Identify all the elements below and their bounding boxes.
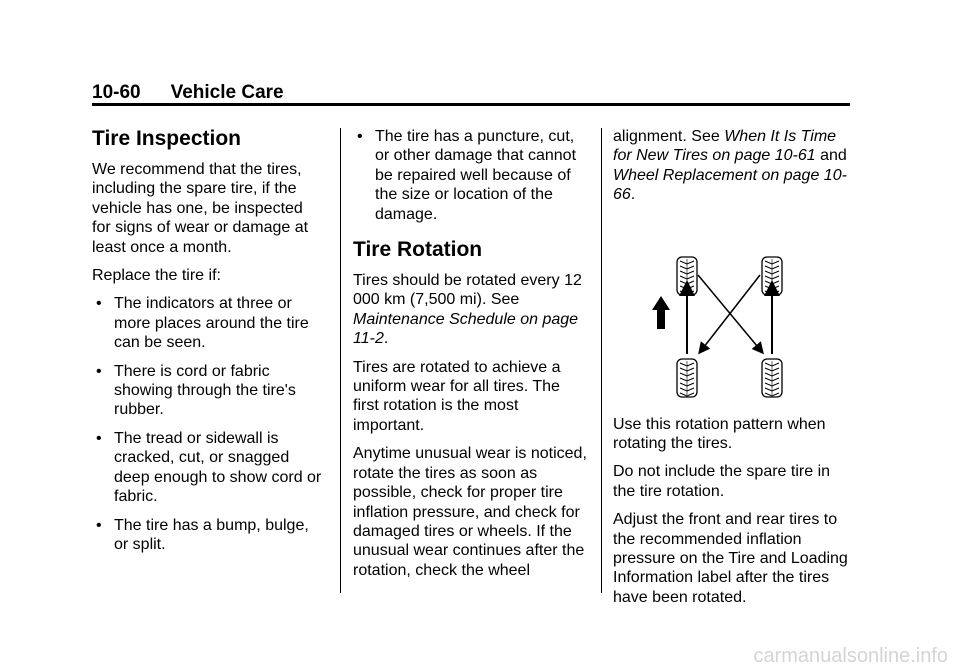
column-divider-1 [340,128,341,593]
page-header [92,82,850,104]
tire-rear-right [762,359,782,397]
page-number: 10-60 [92,82,141,103]
bullet-cord-fabric: • There is cord or fabric showing through the tire's rubber. [92,362,322,420]
rotation-unusual-wear: Anytime unusual wear is noticed, rotate the tires as soon as possible, check for proper tire inflation pressure, and check for damaged tires or wheels. If the unusual wear continues after the rotation, check the wheel [353,445,587,579]
heading-tire-inspection: Tire Inspection [92,127,241,150]
inflation-note: Adjust the front and rear tires to the recommended inflation pressure on the Tire and Loading Information label after the tires have been rotated. [613,511,848,606]
tire-rear-left [677,359,697,397]
tire-rotation-diagram [648,248,798,406]
bullet-tread-sidewall: • The tread or sidewall is cracked, cut, or snagged deep enough to show cord or fabric. [92,429,322,507]
rotation-pattern-note: Use this rotation pattern when rotating the tires. [613,415,826,453]
link-maintenance-schedule[interactable]: Maintenance Schedule on page 11-2 [353,310,579,348]
column-1 [92,127,322,563]
heading-tire-rotation: Tire Rotation [353,238,483,262]
arrow-front-right-to-rear-left [700,275,760,352]
rotation-purpose: Tires are rotated to achieve a uniform wear for all tires. The first rotation is the most important. [353,358,561,434]
section-title: Vehicle Care [170,82,284,103]
link-wheel-replacement[interactable]: Wheel Replacement on page 10-66 [613,166,847,204]
header-rule [92,103,850,106]
alignment-note: alignment. See When It Is Time for New Tires on page 10-61 and Wheel Replacement on page 10-66. [613,128,847,204]
spare-tire-note: Do not include the spare tire in the tire rotation. [613,463,831,500]
forward-direction-icon [652,296,670,329]
replace-lead: Replace the tire if: [92,267,221,285]
bullet-bump-bulge: • The tire has a bump, bulge, or split. [92,516,322,555]
column-divider-2 [601,128,602,593]
bullet-indicators: • The indicators at three or more places around the tire can be seen. [92,294,322,352]
watermark: carmanualsonline.info [753,645,948,667]
rotation-interval: Tires should be rotated every 12 000 km (7,500 mi). See Maintenance Schedule on page 11-2. [353,272,582,348]
bullet-puncture: • The tire has a puncture, cut, or other damage that cannot be repaired well because of the size or location of the damage. [353,127,589,224]
inspection-intro: We recommend that the tires, including the spare tire, if the vehicle has one, be inspected for signs of wear or damage at least once a month. [92,161,309,256]
column-2 [353,127,589,589]
link-new-tires[interactable]: When It Is Time for New Tires on page 10-61 [613,128,837,165]
